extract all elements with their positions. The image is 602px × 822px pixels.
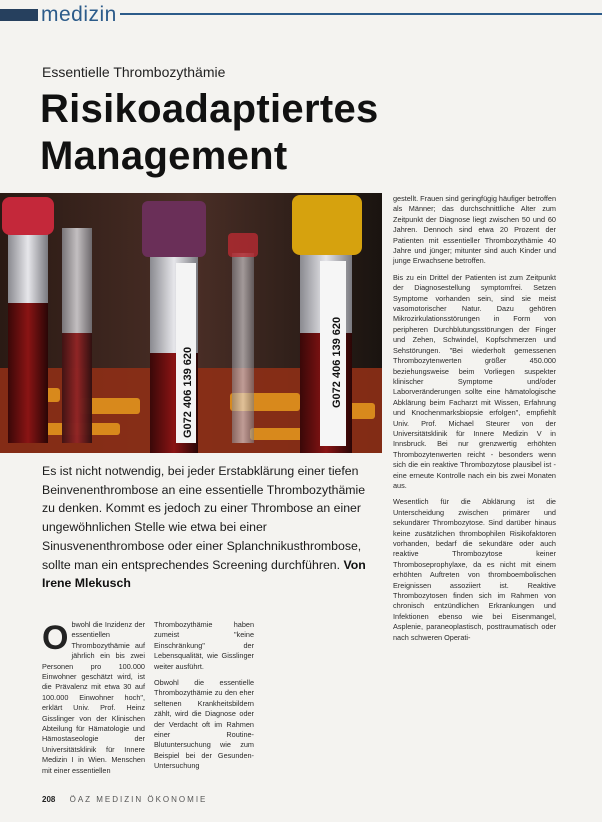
col1-paragraph-1: bwohl die Inzidenz der essentiellen Thrombozythämie auf jährlich ein bis zwei Personen pro 100.000 Einwohner geschätzt wird, ist die Prävalenz mit etwa 30 auf 100.000 Einwohner hoch", erklärt Univ. Prof. Heinz Gisslinger von der Klinischen Abteilung für Hämatologie und Hämostaseologie der Universitätsklinik für Innere Medizin I in Wien. Menschen mit einer essentiellen xyxy=(42,620,145,775)
tube-cap-yellow xyxy=(292,195,362,255)
body-column-3 xyxy=(393,194,556,649)
page-number: 208 xyxy=(42,795,56,804)
tube-cap-red-2 xyxy=(228,233,258,257)
article-headline xyxy=(40,86,379,180)
section-label: medizin xyxy=(41,3,117,26)
magazine-name: ÖAZ MEDIZIN ÖKONOMIE xyxy=(69,795,208,804)
body-column-2 xyxy=(154,620,254,778)
article-lead xyxy=(42,462,378,593)
header-rule xyxy=(120,13,602,15)
section-marker xyxy=(0,9,38,21)
tube-label-1: G072 406 139 620 xyxy=(182,346,194,438)
page-footer xyxy=(42,795,207,804)
col2-paragraph-1: Thrombozythämie haben zumeist "keine Einschränkung" der Lebensqualität, wie Gisslinger weiter ausführt. xyxy=(154,620,254,671)
col3-paragraph-3: Wesentlich für die Abklärung ist die Unterscheidung zwischen primärer und sekundärer Thrombozytose. Sind darüber hinaus keine zusätzlichen thrombophilen Risikofaktoren vorhanden, bedarf die sekundäre oder auch reaktive Thrombozytose keiner Thromboseprophylaxe, da es nicht mit einem erhöhten Auftreten von thromboembolischen Ereignissen assoziiert ist. Reaktive Thrombozytosen finden sich im Rahmen von chronisch entzündlichen Erkrankungen und Infektionen ebenso wie bei Eisenmangel, Asplenie, paraneoplastisch, posttraumatisch oder nach schweren Operati- xyxy=(393,497,556,642)
body-column-1 xyxy=(42,620,145,782)
headline-line-1: Risikoadaptiertes xyxy=(40,87,379,131)
col2-paragraph-2: Obwohl die essentielle Thrombozythämie zu den eher seltenen Krankheitsbildern zählt, wird die Diagnose oder der Verdacht oft im Rahmen einer Routine-Blutuntersuchung wie zum Beispiel bei der Gesunden-Untersuchung xyxy=(154,678,254,771)
col3-paragraph-1: gestellt. Frauen sind geringfügig häufiger betroffen als Männer; das durchschnittliche Alter zum Zeitpunkt der Diagnose liegt zwischen 50 und 60 Jahren. Dennoch sind etwa 20 Prozent der Patienten mit essentieller Thrombozythämie 40 Jahre und jünger; mitunter sind auch Kinder und junge Erwachsene betroffen. xyxy=(393,194,556,266)
article-kicker: Essentielle Thrombozythämie xyxy=(42,64,226,80)
tube-label-2: G072 406 139 620 xyxy=(331,316,343,408)
col3-paragraph-2: Bis zu ein Drittel der Patienten ist zum Zeitpunkt der Diagnosestellung symptomfrei. Setzen Symptome vorhanden sein, sind sie meist vasomotorischer Natur. Dazu gehören Mikrozirkulationsstörungen in Form von peripheren Durchblutungsstörungen der Finger und Zehen, Schwindel, Kopfschmerzen und Sehstörungen. "Bei wiederholt gemessenen Thrombozytenwerten größer 450.000 beziehungsweise beim Vorliegen suspekter klinischer Symptome und/oder Laborveränderungen sollte eine hämatologische Abklärung beim Facharzt mit Wissen, Erfahrung und Knochenmarksbiopsie erfolgen", empfiehlt Univ. Prof. Michael Steurer von der Universitätsklinik für Innere Medizin V in Innsbruck. Bei nur grenzwertig erhöhten Thrombozytenwerten reicht - besonders wenn sich die ein reaktive Thrombozytose plausibel ist - eine erneute Kontrolle nach ein bis zwei Monaten aus. xyxy=(393,272,556,490)
tube-cap-purple xyxy=(142,201,206,257)
blood-tubes-photo xyxy=(0,193,382,453)
headline-line-2: Management xyxy=(40,134,288,178)
drop-cap: O xyxy=(42,619,69,657)
author-byline: Von Irene Mlekusch xyxy=(42,557,366,591)
lead-text: Es ist nicht notwendig, bei jeder Erstabklärung einer tiefen Beinvenenthrombose an eine essentielle Thrombozythämie zu denken. Kommt es jedoch zu einer Thrombose an einer ungewöhnlichen Stelle wie etwa bei einer Sinusvenenthrombose oder einer Splanchnikusthrombose, sollte man ein entsprechendes Screening durchführen. xyxy=(42,464,366,572)
tube-cap-red xyxy=(2,197,54,235)
